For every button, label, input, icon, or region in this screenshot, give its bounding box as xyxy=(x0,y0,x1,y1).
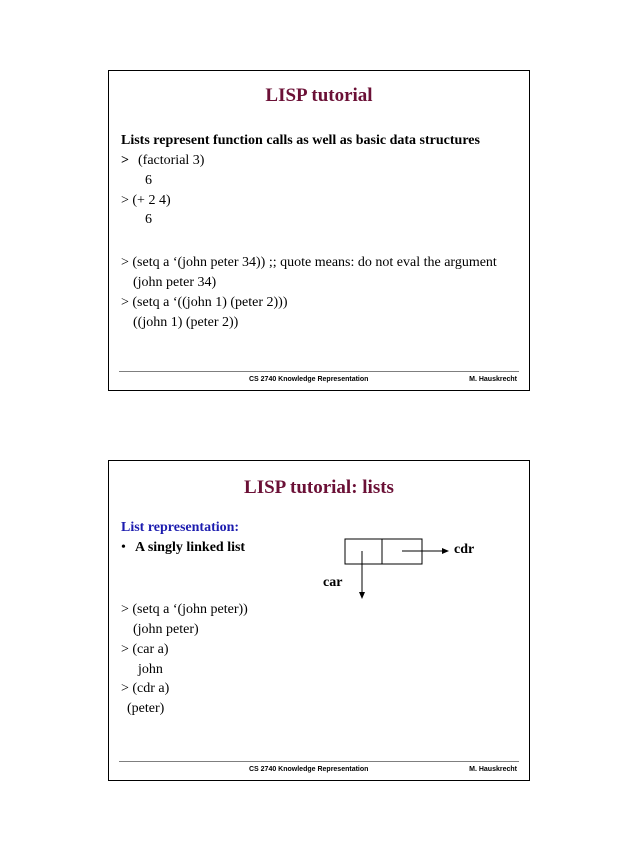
bullet-icon: • xyxy=(121,540,126,555)
car-label: car xyxy=(323,575,343,590)
bullet-singly-linked-list: A singly linked list xyxy=(135,540,246,555)
code-line-7: > (setq a ‘((john 1) (peter 2))) xyxy=(121,295,288,310)
code-line-4: 6 xyxy=(145,212,152,227)
code-line-4: john xyxy=(138,662,163,677)
car-arrow-head xyxy=(359,592,365,599)
list-representation-heading: List representation: xyxy=(121,520,240,535)
code-line-3: > (car a) xyxy=(121,642,169,657)
code-line-5: > (setq a ‘(john peter 34)) ;; quote means: do not eval the argument xyxy=(121,255,497,270)
code-line-6: (john peter 34) xyxy=(133,275,217,290)
prompt-symbol: > xyxy=(121,153,129,168)
footer-author: M. Hauskrecht xyxy=(469,376,517,383)
slide-2-title: LISP tutorial: lists xyxy=(244,477,394,498)
code-line-2: (john peter) xyxy=(133,622,199,637)
footer-divider xyxy=(119,761,519,762)
slide-1 xyxy=(108,70,530,391)
cdr-arrow-head xyxy=(442,548,449,554)
code-line-8: ((john 1) (peter 2)) xyxy=(133,315,239,330)
code-line-2: 6 xyxy=(145,173,152,188)
footer-divider xyxy=(119,371,519,372)
code-line-6: (peter) xyxy=(127,701,165,716)
code-line-1: > (setq a ‘(john peter)) xyxy=(121,602,248,617)
cdr-label: cdr xyxy=(454,542,475,557)
slide-1-intro: Lists represent function calls as well as basic data structures xyxy=(121,133,480,148)
footer-course: CS 2740 Knowledge Representation xyxy=(249,376,369,383)
slide-1-title: LISP tutorial xyxy=(265,85,373,106)
code-line-3: > (+ 2 4) xyxy=(121,193,171,208)
slide-2 xyxy=(108,460,530,781)
footer-course: CS 2740 Knowledge Representation xyxy=(249,766,369,773)
linked-list-diagram xyxy=(109,461,531,611)
code-line-1: (factorial 3) xyxy=(138,153,205,168)
code-line-5: > (cdr a) xyxy=(121,681,170,696)
footer-author: M. Hauskrecht xyxy=(469,766,517,773)
